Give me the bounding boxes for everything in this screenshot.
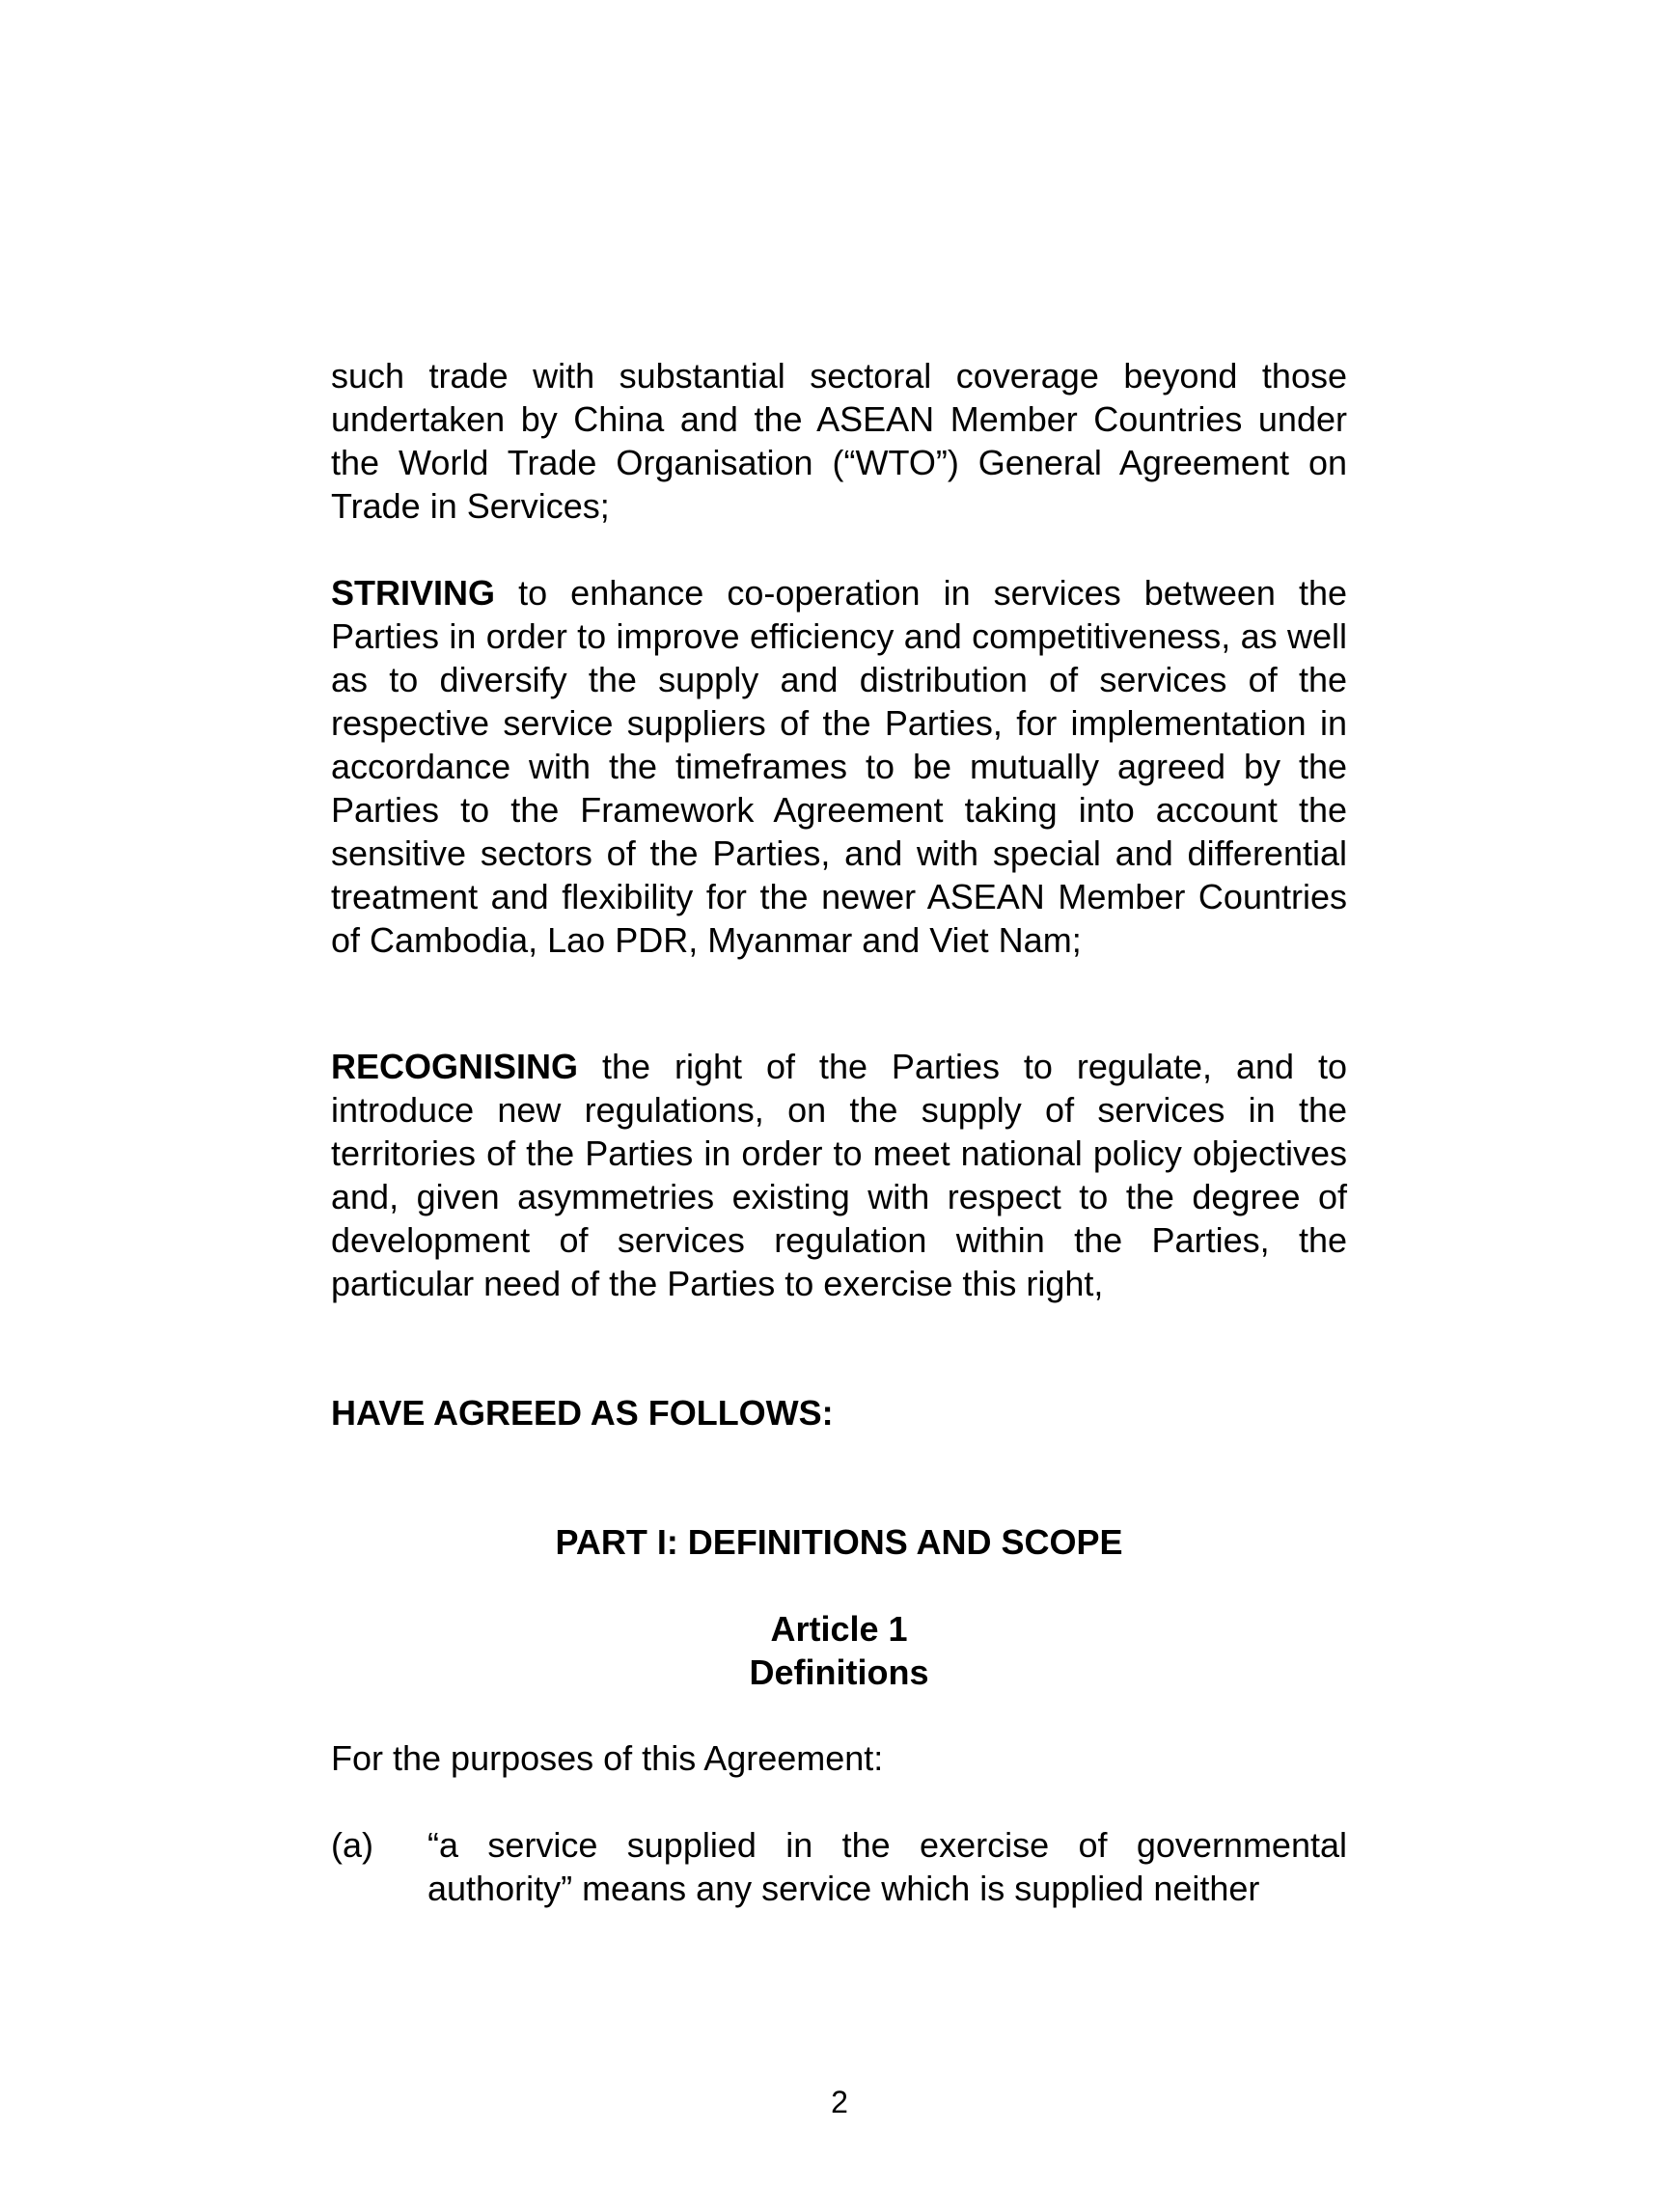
paragraph-text: the right of the Parties to regulate, and to introduce new regulations, on the supply of services in the territories of the Parties in order to meet national policy objectives and, given asymmetries existing with respect to the degree of development of services regulation within the Parties, the particular need of the Parties to exercise this right, — [331, 1047, 1347, 1303]
agreed-heading: HAVE AGREED AS FOLLOWS: — [331, 1393, 834, 1433]
page-number: 2 — [831, 2085, 848, 2119]
preamble-paragraph-striving — [331, 571, 1347, 962]
preamble-paragraph-continuation — [331, 354, 1347, 528]
definitions-intro: For the purposes of this Agreement: — [331, 1738, 884, 1778]
paragraph-text: such trade with substantial sectoral coverage beyond those undertaken by China and the ASEAN Member Countries under the World Trade Organisation (“WTO”) General Agreement on Trade in Services; — [331, 356, 1347, 526]
definition-item-text: “a service supplied in the exercise of governmental authority” means any service which is supplied neither — [427, 1825, 1347, 1908]
paragraph-lead-word: RECOGNISING — [331, 1047, 579, 1086]
preamble-paragraph-recognising — [331, 1045, 1347, 1305]
article-number: Article 1 — [770, 1609, 908, 1649]
definition-item-label: (a) — [331, 1825, 373, 1865]
paragraph-lead-word: STRIVING — [331, 573, 496, 613]
part-title: PART I: DEFINITIONS AND SCOPE — [555, 1522, 1123, 1562]
paragraph-text: to enhance co-operation in services between the Parties in order to improve efficiency and competitiveness, as well as to diversify the supply and distribution of services of the respective service suppliers of the Parties, for implementation in accordance with the timeframes to be mutually agreed by the Parties to the Framework Agreement taking into account the sensitive sectors of the Parties, and with special and differential treatment and flexibility for the newer ASEAN Member Countries of Cambodia, Lao PDR, Myanmar and Viet Nam; — [331, 573, 1347, 960]
article-title: Definitions — [749, 1652, 929, 1692]
